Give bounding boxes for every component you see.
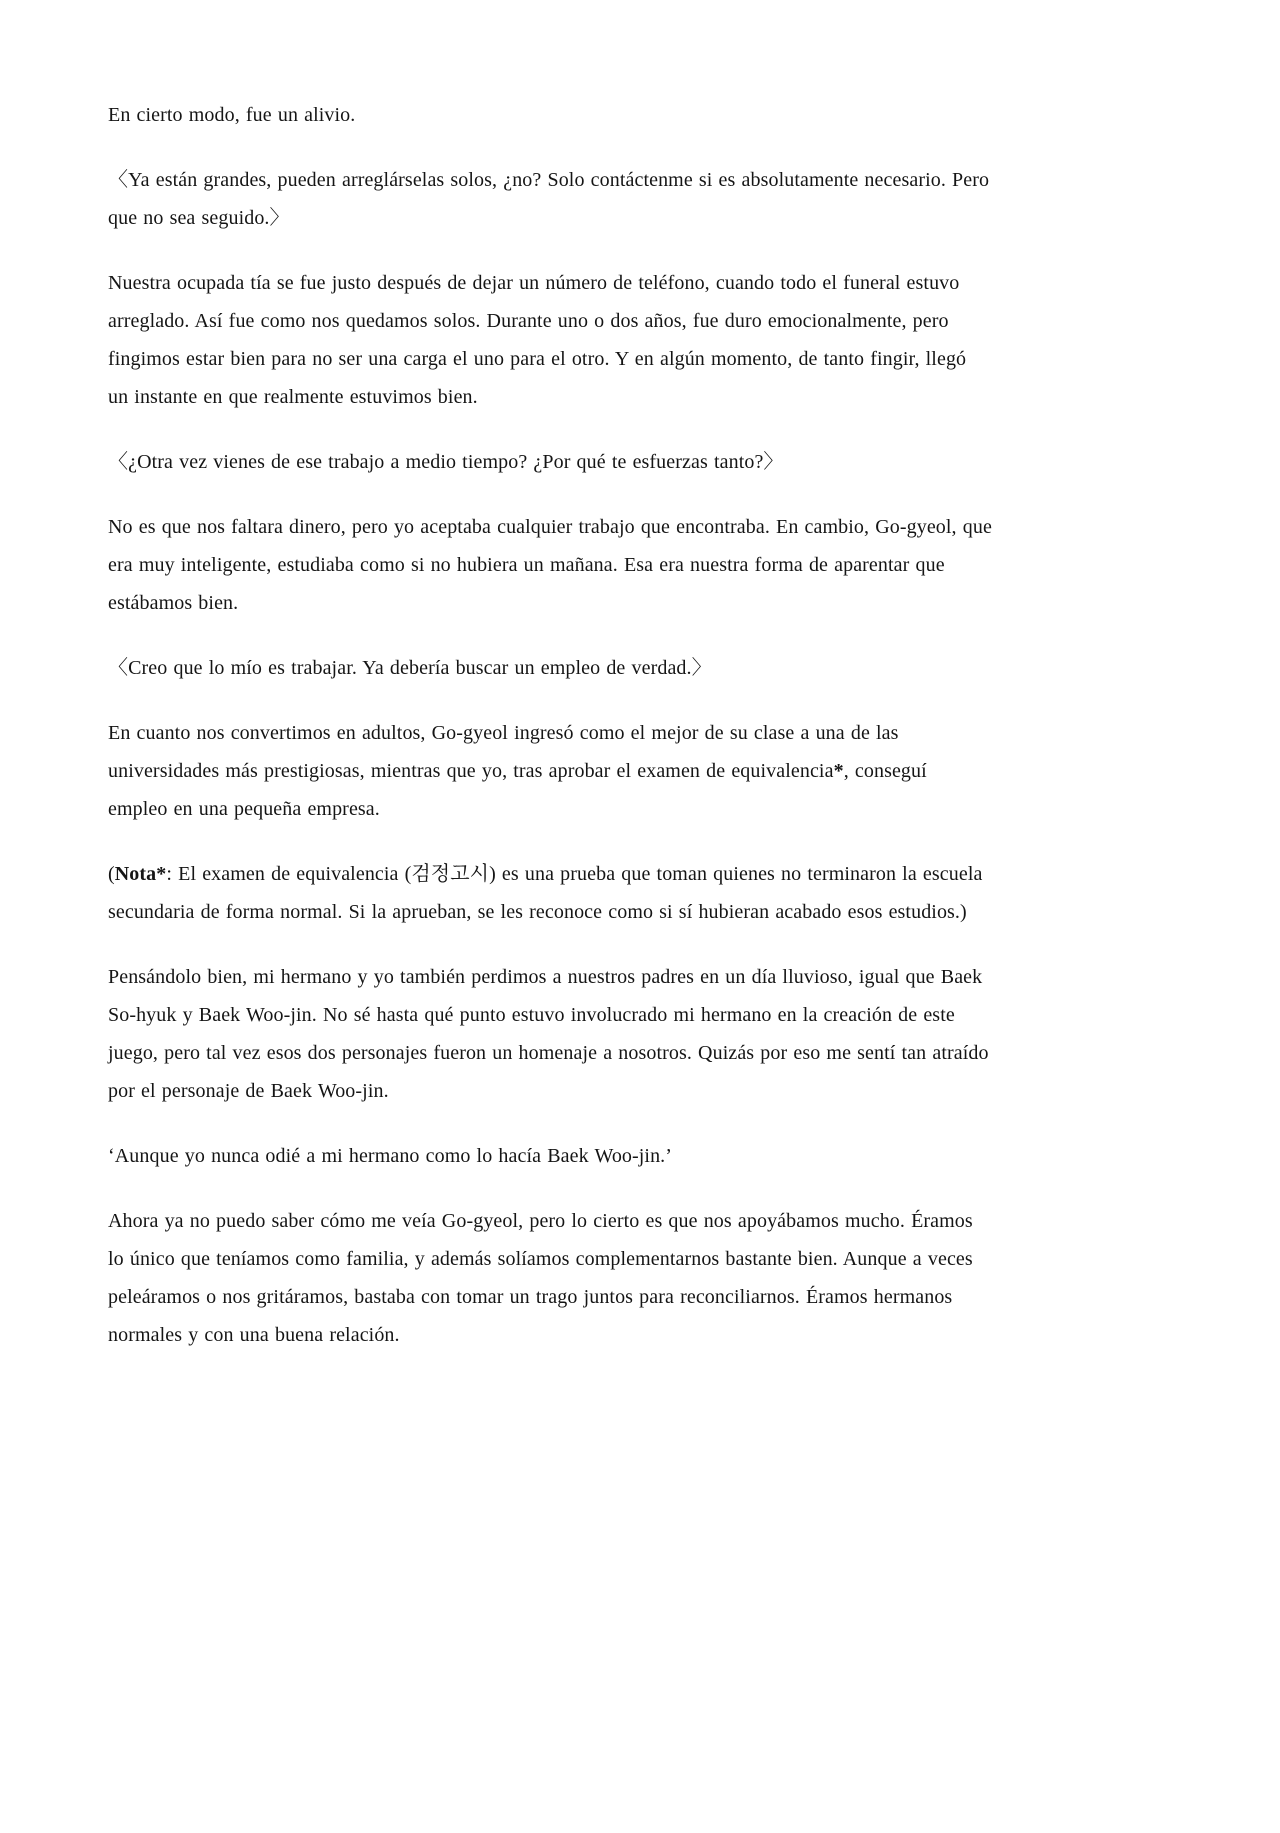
document-body xyxy=(108,96,992,1354)
paragraph-note xyxy=(108,855,992,931)
bold-text-run: * xyxy=(833,760,844,782)
text-run: 〈Ya están grandes, pueden arreglárselas solos, ¿no? Solo contáctenme si es absolutamente necesario. Pero que no sea seguido.〉 xyxy=(108,169,990,229)
text-run: , conseguí empleo en una pequeña empresa. xyxy=(108,760,927,820)
text-run: Pensándolo bien, mi hermano y yo también perdimos a nuestros padres en un día lluvioso, igual que Baek So-hyuk y Baek Woo-jin. No sé hasta qué punto estuvo involucrado mi hermano en la creación de este juego, pero tal vez esos dos personajes fueron un homenaje a nosotros. Quizás por eso me sentí tan atraído por el personaje de Baek Woo-jin. xyxy=(108,966,989,1102)
text-run: En cuanto nos convertimos en adultos, Go-gyeol ingresó como el mejor de su clase a una de las universidades más prestigiosas, mientras que yo, tras aprobar el examen de equivalencia xyxy=(108,722,899,782)
paragraph-normal xyxy=(108,714,992,828)
text-run: 〈Creo que lo mío es trabajar. Ya debería buscar un empleo de verdad.〉 xyxy=(108,657,712,679)
paragraph-normal xyxy=(108,96,992,134)
paragraph-quote xyxy=(108,1137,992,1175)
paragraph-quote xyxy=(108,443,992,481)
paragraph-normal xyxy=(108,958,992,1110)
bold-text-run: Nota* xyxy=(114,863,167,885)
text-run: 〈¿Otra vez vienes de ese trabajo a medio tiempo? ¿Por qué te esfuerzas tanto?〉 xyxy=(108,451,784,473)
text-run: Ahora ya no puedo saber cómo me veía Go-gyeol, pero lo cierto es que nos apoyábamos mucho. Éramos lo único que teníamos como familia, y además solíamos complementarnos bastante bien. Aunque a veces peleáramos o nos gritáramos, bastaba con tomar un trago juntos para reconciliarnos. Éramos hermanos normales y con una buena relación. xyxy=(108,1210,973,1346)
text-run: No es que nos faltara dinero, pero yo aceptaba cualquier trabajo que encontraba. En cambio, Go-gyeol, que era muy inteligente, estudiaba como si no hubiera un mañana. Esa era nuestra forma de aparentar que estábamos bien. xyxy=(108,516,992,614)
text-run: ‘Aunque yo nunca odié a mi hermano como lo hacía Baek Woo-jin.’ xyxy=(108,1145,673,1167)
paragraph-quote xyxy=(108,161,992,237)
text-run: En cierto modo, fue un alivio. xyxy=(108,104,356,126)
paragraph-normal xyxy=(108,508,992,622)
text-run: ( xyxy=(108,863,115,885)
paragraph-normal xyxy=(108,264,992,416)
text-run: Nuestra ocupada tía se fue justo después de dejar un número de teléfono, cuando todo el funeral estuvo arreglado. Así fue como nos quedamos solos. Durante uno o dos años, fue duro emocionalmente, pero fingimos estar bien para no ser una carga el uno para el otro. Y en algún momento, de tanto fingir, llegó un instante en que realmente estuvimos bien. xyxy=(108,272,967,408)
text-run: : El examen de equivalencia (검정고시) es una prueba que toman quienes no terminaron la escuela secundaria de forma normal. Si la aprueban, se les reconoce como si sí hubieran acabado esos estudios.) xyxy=(108,863,983,923)
paragraph-quote xyxy=(108,649,992,687)
paragraph-normal xyxy=(108,1202,992,1354)
